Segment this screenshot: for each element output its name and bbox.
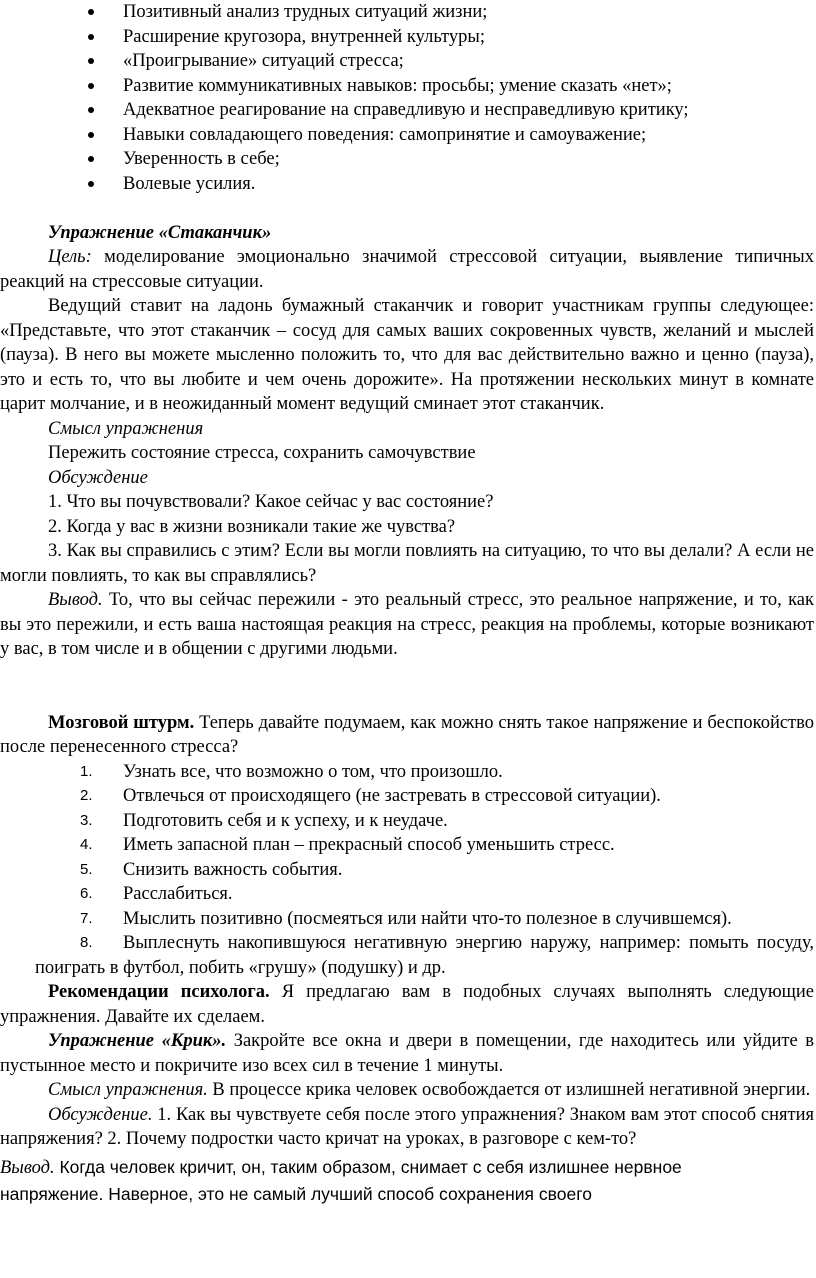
list-item: 3. Подготовить себя и к успеху, и к неудаче. (80, 810, 448, 831)
exercise-description: Ведущий ставит на ладонь бумажный стаканчик и говорит участникам группы следующее: «Представьте, что этот стаканчик – сосуд для самых ваших сокровенных чувств, желаний и мыслей (пауза). В него вы можете мысленно положить то, что для вас действительно важно и ценно (пауза), это и есть то, что вы любите и чем очень дорожите». На протяжении нескольких минут в комнате царит молчание, и в неожиданный момент ведущий сминает этот стаканчик. (0, 296, 814, 414)
brainstorm-intro: Мозговой штурм. Теперь давайте подумаем, как можно снять такое напряжение и беспокойство после перенесенного стресса? (0, 712, 814, 757)
question-1: 1. Что вы почувствовали? Какое сейчас у вас состояние? (48, 492, 494, 512)
spacer (0, 662, 814, 687)
list-item: Волевые усилия. (0, 172, 814, 197)
exercise-scream: Упражнение «Крик». Закройте все окна и двери в помещении, где находитесь или уйдите в пустынное место и покричите изо всех сил в течение 1 минуты. (0, 1031, 814, 1076)
exercise-title: Упражнение «Стаканчик» (48, 222, 272, 243)
recommendations-label: Рекомендации психолога. (48, 982, 270, 1002)
bullet-icon (88, 132, 94, 138)
bullet-icon (88, 156, 94, 162)
meaning-label: Смысл упражнения (48, 418, 204, 439)
bullet-list (0, 0, 814, 196)
list-item: 8. Выплеснуть накопившуюся негативную энергию наружу, например: помыть посуду, поиграть в футбол, побить «грушу» (подушку) и др. (35, 933, 814, 978)
list-item: 4. Иметь запасной план – прекрасный способ уменьшить стресс. (80, 835, 615, 855)
exercise-scream-conclusion: Вывод. Когда человек кричит, он, таким образом, снимает с себя излишнее нервное напряжение. Наверное, это не самый лучший способ сохранения своего (0, 1156, 682, 1204)
recommendations: Рекомендации психолога. Я предлагаю вам в подобных случаях выполнять следующие упражнения. Давайте их сделаем. (0, 982, 814, 1027)
bullet-icon (88, 107, 94, 113)
goal-label: Цель: (48, 247, 92, 267)
exercise-scream-title: Упражнение «Крик». (48, 1031, 227, 1051)
list-item: Развитие коммуникативных навыков: просьбы; умение сказать «нет»; (0, 74, 814, 99)
list-item: 1. Узнать все, что возможно о том, что произошло. (80, 761, 503, 782)
bullet-icon (88, 58, 94, 64)
exercise-scream-discussion: Обсуждение. 1. Как вы чувствуете себя после этого упражнения? Знаком вам этот способ снятия напряжения? 2. Почему подростки часто кричат на уроках, в разговоре с кем-то? (0, 1104, 814, 1149)
exercise-goal: Цель: моделирование эмоционально значимой стрессовой ситуации, выявление типичных реакций на стрессовые ситуации. (0, 247, 814, 292)
discussion-label: Обсуждение (48, 467, 148, 488)
conclusion-label: Вывод. (48, 590, 103, 610)
list-item: 5. Снизить важность события. (80, 859, 343, 880)
list-item: Уверенность в себе; (0, 147, 814, 172)
bullet-icon (88, 34, 94, 40)
bullet-icon (88, 83, 94, 89)
list-item: 6. Расслабиться. (80, 884, 233, 904)
list-item: Навыки совладающего поведения: самопринятие и самоуважение; (0, 123, 814, 148)
brainstorm-list (0, 760, 814, 981)
question-3: 3. Как вы справились с этим? Если вы могли повлиять на ситуацию, то что вы делали? А если не могли повлиять, то как вы справлялись? (0, 541, 814, 586)
exercise-scream-meaning: Смысл упражнения. В процессе крика человек освобождается от излишней негативной энергии. (48, 1080, 811, 1100)
question-2: 2. Когда у вас в жизни возникали такие же чувства? (48, 516, 456, 537)
exercise-conclusion: Вывод. То, что вы сейчас пережили - это реальный стресс, это реальное напряжение, и то, как вы это пережили, и есть ваша настоящая реакция на стресс, реакция на проблемы, которые возникают у вас, в том числе и в общении с другими людьми. (0, 590, 814, 659)
list-item: Адекватное реагирование на справедливую и несправедливую критику; (0, 98, 814, 123)
list-item: Позитивный анализ трудных ситуаций жизни; (0, 0, 814, 25)
bullet-icon (88, 181, 94, 187)
brainstorm-label: Мозговой штурм. (48, 712, 195, 733)
list-item: «Проигрывание» ситуаций стресса; (0, 49, 814, 74)
meaning-text: Пережить состояние стресса, сохранить самочувствие (48, 443, 476, 463)
spacer (0, 686, 814, 711)
bullet-icon (88, 9, 94, 15)
list-item: Расширение кругозора, внутренней культуры; (0, 25, 814, 50)
spacer (0, 196, 814, 221)
list-item: 2. Отвлечься от происходящего (не застревать в стрессовой ситуации). (80, 786, 661, 806)
list-item: 7. Мыслить позитивно (посмеяться или найти что-то полезное в случившемся). (80, 908, 732, 929)
